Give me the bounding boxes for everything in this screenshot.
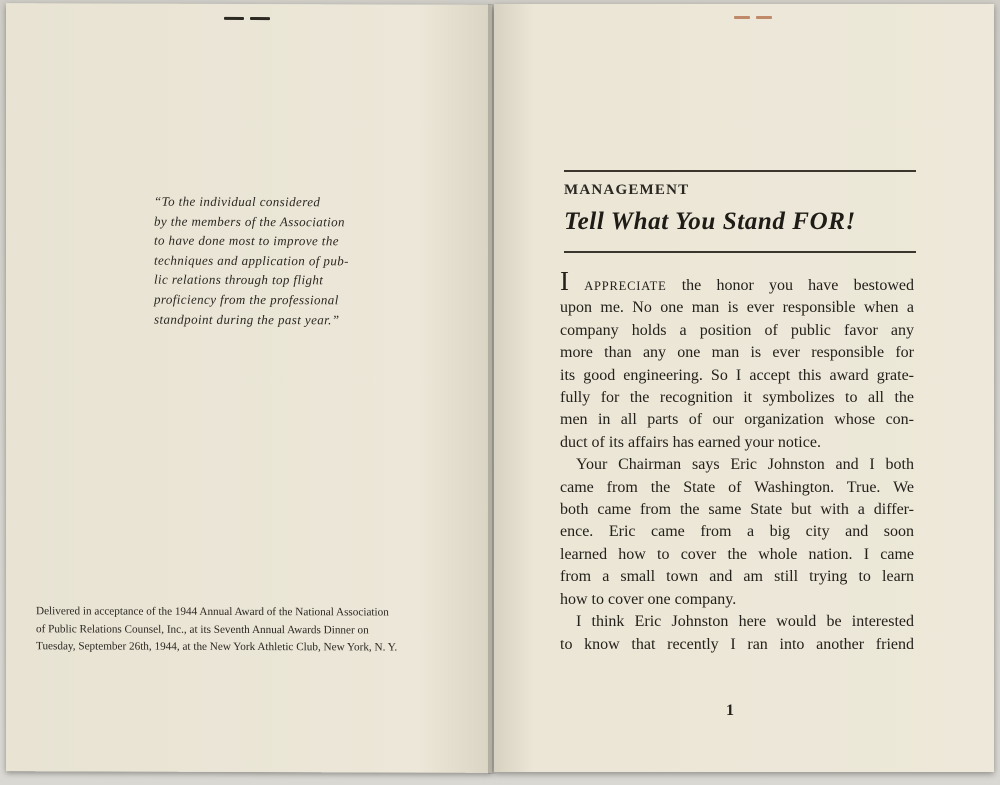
body-line: Your Chairman says Eric Johnston and I both <box>576 456 914 474</box>
body-line: upon me. No one man is ever responsible when a <box>560 299 914 317</box>
body-line: learned how to cover the whole nation. I came <box>560 545 914 563</box>
body-line: men in all parts of our organization whose con- <box>560 411 914 429</box>
credit-line: Tuesday, September 26th, 1944, at the New York Athletic Club, New York, N. Y. <box>36 640 398 654</box>
drop-cap: I <box>560 266 569 296</box>
right-page <box>494 4 994 772</box>
body-line: both came from the same State but with a differ- <box>560 501 914 519</box>
left-page <box>6 3 492 773</box>
body-line: more than any one man is ever responsible for <box>560 344 914 362</box>
body-line-text: the honor you have bestowed <box>666 277 915 294</box>
body-line: came from the State of Washington. True. We <box>560 478 914 496</box>
quote-line: by the members of the Association <box>154 213 345 229</box>
body-line: its good engineering. So I accept this award grate- <box>560 366 914 384</box>
staple-mark <box>756 16 772 19</box>
body-line: I think Eric Johnston here would be interested <box>576 613 914 631</box>
quote-line: “To the individual considered <box>154 193 321 210</box>
page-number: 1 <box>726 702 734 719</box>
award-citation-quote <box>154 192 364 330</box>
quote-line: to have done most to improve the <box>154 232 339 249</box>
quote-line: techniques and application of pub- <box>154 252 349 269</box>
delivery-credit <box>36 603 466 657</box>
body-line: duct of its affairs has earned your notice. <box>560 433 821 451</box>
body-line: from a small town and am still trying to learn <box>560 568 914 586</box>
page-headline: Tell What You Stand FOR! <box>564 208 856 235</box>
staple-mark <box>224 17 244 20</box>
body-line: ence. Eric came from a big city and soon <box>560 523 914 541</box>
staple-mark <box>250 17 270 20</box>
staple-mark <box>734 16 750 19</box>
body-line <box>560 266 915 297</box>
quote-line: proficiency from the professional <box>154 291 339 308</box>
body-line: how to cover one company. <box>560 590 737 608</box>
credit-line: Delivered in acceptance of the 1944 Annual Award of the National Association <box>36 605 389 619</box>
credit-line: of Public Relations Counsel, Inc., at its Seventh Annual Awards Dinner on <box>36 622 369 636</box>
body-text <box>560 266 915 656</box>
first-word: APPRECIATE <box>584 279 667 293</box>
section-kicker: MANAGEMENT <box>564 182 690 198</box>
body-line: company holds a position of public favor any <box>560 321 914 339</box>
quote-line: standpoint during the past year.” <box>154 311 340 327</box>
body-line: fully for the recognition it symbolizes to all the <box>560 389 914 407</box>
bottom-rule <box>564 251 916 253</box>
quote-line: lic relations through top flight <box>154 272 324 288</box>
body-line: to know that recently I ran into another friend <box>560 635 914 653</box>
top-rule <box>564 170 916 172</box>
